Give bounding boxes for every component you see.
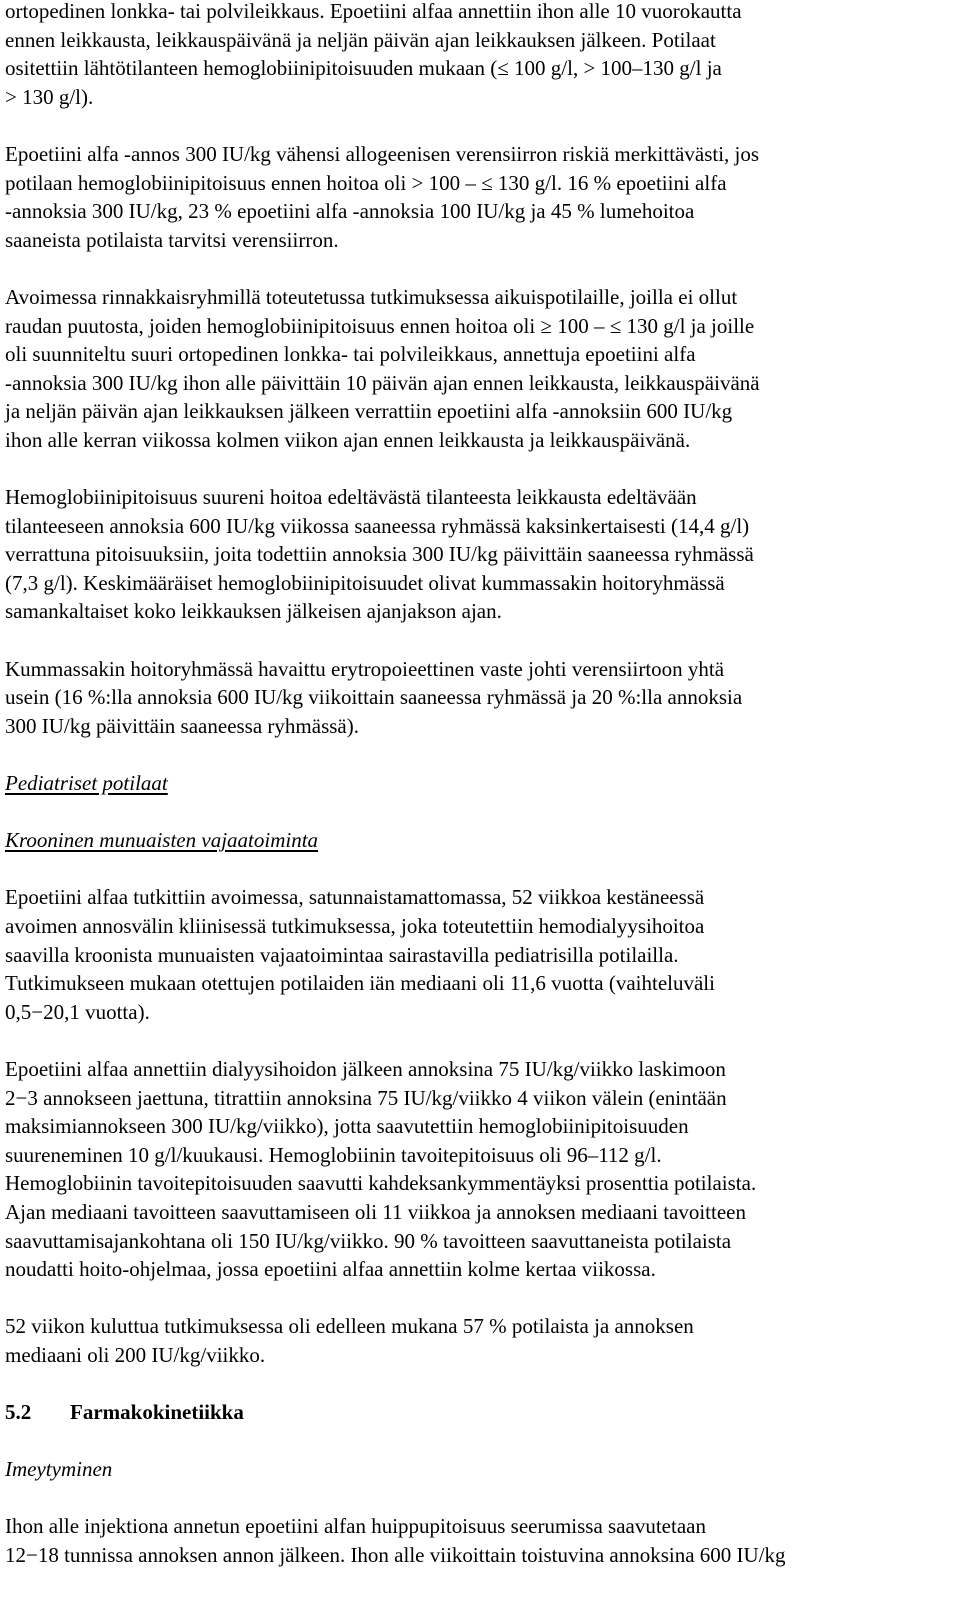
- text-line: potilaan hemoglobiinipitoisuus ennen hoitoa oli > 100 – ≤ 130 g/l. 16 % epoetiini alfa: [5, 170, 727, 195]
- text-line: (7,3 g/l). Keskimääräiset hemoglobiinipitoisuudet olivat kummassakin hoitoryhmässä: [5, 570, 725, 595]
- text-line: avoimen annosvälin kliinisessä tutkimuksessa, joka toteutettiin hemodialyysihoitoa: [5, 914, 705, 938]
- paragraph-gap: [5, 1026, 955, 1055]
- text-line: Ihon alle injektiona annetun epoetiini alfan huippupitoisuus seerumissa saavutetaan: [5, 1514, 706, 1539]
- paragraph-hemoglobin-increase: [5, 483, 955, 626]
- text-line: ositettiin lähtötilanteen hemoglobiinipitoisuuden mukaan (≤ 100 g/l, > 100–130 g/l ja: [5, 56, 722, 81]
- paragraph-open-study: [5, 283, 955, 455]
- paragraph-pediatric-dosing: [5, 1055, 955, 1284]
- text-line: Kummassakin hoitoryhmässä havaittu erytropoieettinen vaste johti verensiirtoon yhtä: [5, 656, 725, 681]
- text-line: 52 viikon kuluttua tutkimuksessa oli edelleen mukana 57 % potilaista ja annoksen: [5, 1314, 694, 1339]
- heading-absorption: Imeytyminen: [5, 1457, 113, 1482]
- paragraph-gap: [5, 455, 955, 484]
- text-line: > 130 g/l).: [5, 84, 94, 109]
- text-line: ihon alle kerran viikossa kolmen viikon ajan ennen leikkausta ja leikkauspäivänä.: [5, 427, 691, 452]
- text-line: 300 IU/kg päivittäin saaneessa ryhmässä).: [5, 713, 359, 738]
- text-line: ennen leikkausta, leikkauspäivänä ja neljän päivän ajan leikkauksen jälkeen. Potilaat: [5, 27, 716, 52]
- text-line: Tutkimukseen mukaan otettujen potilaiden iän mediaani oli 11,6 vuotta (vaihteluväli: [5, 971, 715, 996]
- text-line: saavuttamisajankohtana oli 150 IU/kg/viikko. 90 % tavoitteen saavuttaneista potilaista: [5, 1228, 732, 1253]
- text-line: ja neljän päivän ajan leikkauksen jälkeen verrattiin epoetiini alfa -annoksiin 600 IU/kg: [5, 399, 733, 424]
- text-line: Hemoglobiinin tavoitepitoisuuden saavutti kahdeksankymmentäyksi prosenttia potilaista.: [5, 1171, 757, 1196]
- text-line: suureneminen 10 g/l/kuukausi. Hemoglobiinin tavoitepitoisuus oli 96–112 g/l.: [5, 1142, 662, 1167]
- paragraph-gap: [5, 254, 955, 283]
- heading-pediatric: Pediatriset potilaat: [5, 771, 168, 796]
- paragraph-gap: [5, 111, 955, 140]
- paragraph-gap: [5, 1370, 955, 1399]
- text-line: samankaltaiset koko leikkauksen jälkeisen ajanjakson ajan.: [5, 599, 502, 624]
- paragraph-gap: [5, 1427, 955, 1456]
- paragraph-gap: [5, 740, 955, 769]
- section-number: 5.2: [5, 1400, 32, 1425]
- text-line: Hemoglobiinipitoisuus suureni hoitoa edeltävästä tilanteesta leikkausta edeltävään: [5, 485, 697, 510]
- section-heading-pharmacokinetics: [5, 1398, 955, 1427]
- text-line: ortopedinen lonkka- tai polvileikkaus. Epoetiini alfaa annettiin ihon alle 10 vuorokautta: [5, 0, 742, 23]
- text-line: Ajan mediaani tavoitteen saavuttamiseen oli 11 viikkoa ja annoksen mediaani tavoitteen: [5, 1199, 746, 1224]
- paragraph-dose-300: [5, 140, 955, 254]
- section-title: Farmakokinetiikka: [70, 1400, 244, 1425]
- heading-chronic-kidney-disease: Krooninen munuaisten vajaatoiminta: [5, 828, 319, 853]
- text-line: Epoetiini alfaa annettiin dialyysihoidon jälkeen annoksina 75 IU/kg/viikko laskimoon: [5, 1056, 726, 1081]
- text-line: 2−3 annokseen jaettuna, titrattiin annoksina 75 IU/kg/viikko 4 viikon välein (enintään: [5, 1085, 727, 1110]
- paragraph-52-weeks: [5, 1312, 955, 1369]
- text-line: raudan puutosta, joiden hemoglobiinipitoisuus ennen hoitoa oli ≥ 100 – ≤ 130 g/l ja joille: [5, 313, 755, 338]
- text-line: 0,5−20,1 vuotta).: [5, 999, 150, 1024]
- text-line: verrattuna pitoisuuksiin, joita todettiin annoksia 300 IU/kg päivittäin saaneessa ryhmässä: [5, 542, 754, 567]
- text-line: -annoksia 300 IU/kg ihon alle päivittäin 10 päivän ajan ennen leikkausta, leikkauspäivänä: [5, 370, 760, 395]
- paragraph-gap: [5, 1484, 955, 1513]
- paragraph-gap: [5, 798, 955, 827]
- paragraph-gap: [5, 855, 955, 884]
- text-line: oli suunniteltu suuri ortopedinen lonkka- tai polvileikkaus, annettuja epoetiini alfa: [5, 342, 696, 367]
- text-line: maksimiannokseen 300 IU/kg/viikko), jotta saavutettiin hemoglobiinipitoisuuden: [5, 1114, 689, 1139]
- text-line: 12−18 tunnissa annoksen annon jälkeen. Ihon alle viikoittain toistuvina annoksina 600 IU/kg: [5, 1543, 786, 1568]
- text-line: tilanteeseen annoksia 600 IU/kg viikossa saaneessa ryhmässä kaksinkertaisesti (14,4 g/l): [5, 513, 750, 538]
- paragraph-erythropoietic-response: [5, 655, 955, 741]
- paragraph-pediatric-study: [5, 883, 955, 1026]
- text-line: Epoetiini alfaa tutkittiin avoimessa, satunnaistamattomassa, 52 viikkoa kestäneessä: [5, 885, 705, 910]
- text-line: -annoksia 300 IU/kg, 23 % epoetiini alfa -annoksia 100 IU/kg ja 45 % lumehoitoa: [5, 199, 695, 224]
- paragraph-gap: [5, 626, 955, 655]
- text-line: saavilla kroonista munuaisten vajaatoimintaa sairastavilla pediatrisilla potilailla.: [5, 942, 679, 967]
- paragraph-gap: [5, 1284, 955, 1313]
- paragraph-absorption: [5, 1512, 955, 1569]
- document-page: [5, 0, 955, 1570]
- text-line: noudatti hoito-ohjelmaa, jossa epoetiini alfaa annettiin kolme kertaa viikossa.: [5, 1257, 656, 1282]
- text-line: Avoimessa rinnakkaisryhmillä toteutetussa tutkimuksessa aikuispotilaille, joilla ei ollut: [5, 284, 738, 309]
- text-line: saaneista potilaista tarvitsi verensiirron.: [5, 227, 339, 252]
- text-line: Epoetiini alfa -annos 300 IU/kg vähensi allogeenisen verensiirron riskiä merkittävästi, jos: [5, 141, 760, 166]
- text-line: usein (16 %:lla annoksia 600 IU/kg viikoittain saaneessa ryhmässä ja 20 %:lla annoksia: [5, 685, 743, 710]
- paragraph-surgery-intro: [5, 0, 955, 111]
- text-line: mediaani oli 200 IU/kg/viikko.: [5, 1342, 266, 1367]
